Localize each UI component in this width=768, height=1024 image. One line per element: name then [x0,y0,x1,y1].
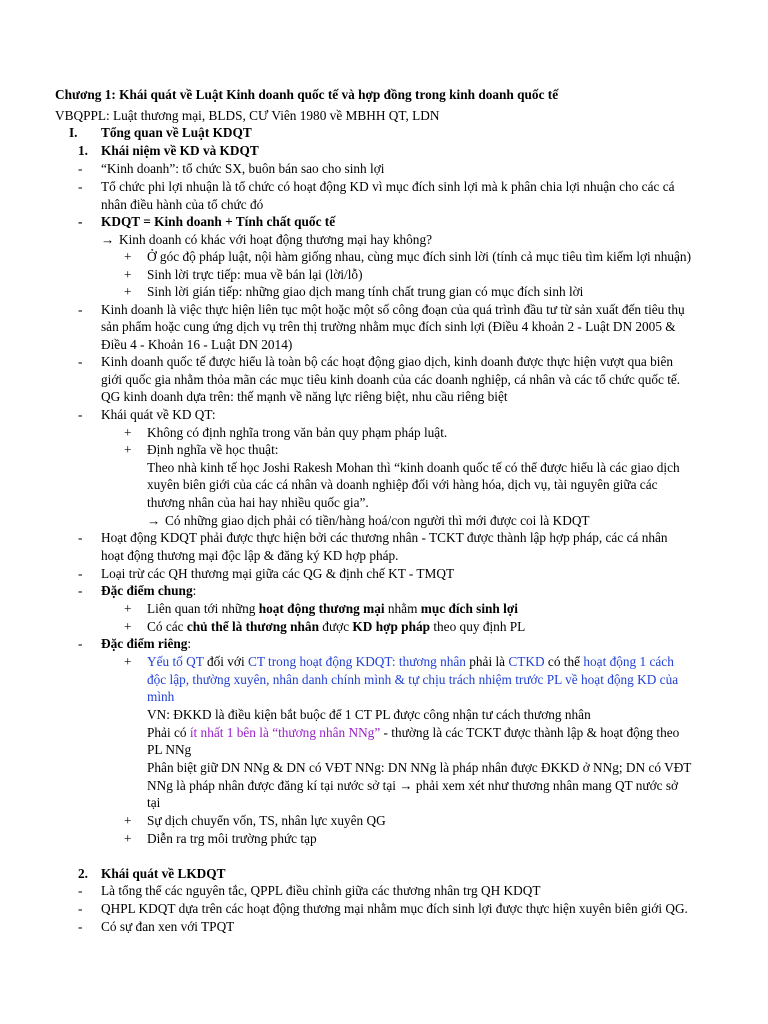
list-item-text: Yếu tố QT đối với CT trong hoạt động KDQT: thương nhân phải là CTKD có thể hoạt động 1 cách [147,654,674,669]
list-item-text: Là tổng thể các nguyên tắc, QPPL điều chỉnh giữa các thương nhân trg QH KDQT [101,883,541,898]
list-item-text: Có các chủ thể là thương nhân được KD hợp pháp theo quy định PL [147,619,526,634]
dash-marker: - [78,214,83,229]
list-item-text: Tổ chức phi lợi nhuận là tổ chức có hoạt động KD vì mục đích sinh lợi mà k phân chia lợi nhuận cho các cá [101,179,675,194]
dash-marker: - [78,407,83,422]
list-item-text: QG kinh doanh dựa trên: thế mạnh về năng lực riêng biệt, nhu cầu riêng biệt [101,389,508,404]
quote-text: xuyên biên giới của các cá nhân và doanh nghiệp đối với hàng hóa, dịch vụ, tài nguyên giữa các [147,477,658,492]
plus-marker: + [124,601,132,616]
dash-marker: - [78,566,83,581]
list-item-text: Kinh doanh quốc tế được hiểu là toàn bộ các hoạt động giao dịch, kinh doanh được thực hiện vượt qua biên [101,354,674,369]
list-item-text: Có sự đan xen với TPQT [101,919,235,934]
arrow-icon: → [101,232,115,247]
dash-marker: - [78,583,83,598]
plus-marker: + [124,442,132,457]
list-item-text: Đặc điểm riêng: [101,636,192,651]
list-item-text: giới quốc gia nhằm thỏa mãn các mục tiêu kinh doanh của các doanh nghiệp, cá nhân và các tổ chức quốc tế. [101,372,681,387]
list-item-text: VN: ĐKKD là điều kiện bắt buộc để 1 CT PL được công nhận tư cách thương nhân [147,707,591,722]
subsection-marker: 1. [78,143,88,158]
dash-marker: - [78,302,83,317]
list-item-text: Không có định nghĩa trong văn bản quy phạm pháp luật. [147,425,448,440]
list-item-text: KDQT = Kinh doanh + Tính chất quốc tế [101,214,336,229]
list-item-text: Đặc điểm chung: [101,583,197,598]
section-marker: I. [69,125,78,140]
plus-marker: + [124,619,132,634]
subsection-title: Khái niệm về KD và KDQT [101,143,259,158]
list-item-text: Kinh doanh là việc thực hiện liên tục một hoặc một số công đoạn của quá trình đầu tư từ sản xuất đến tiêu thụ [101,302,685,317]
list-item-text: hoạt động thương mại độc lập & đăng ký KD hợp pháp. [101,548,399,563]
list-item-text: Liên quan tới những hoạt động thương mại nhằm mục đích sinh lợi [147,601,518,616]
section-title: Tổng quan về Luật KDQT [101,125,252,140]
dash-marker: - [78,179,83,194]
dash-marker: - [78,354,83,369]
dash-marker: - [78,530,83,545]
subsection-marker: 2. [78,866,88,881]
list-item-text: Điều 4 - Khoản 16 - Luật DN 2014) [101,337,293,352]
list-item-text: Sinh lời gián tiếp: những giao dịch mang tính chất trung gian có mục đích sinh lời [147,284,584,299]
list-item-text: Sinh lời trực tiếp: mua về bán lại (lời/lỗ) [147,267,363,282]
plus-marker: + [124,284,132,299]
list-item-text: Sự dịch chuyển vốn, TS, nhân lực xuyên QG [147,813,386,828]
plus-marker: + [124,249,132,264]
chapter-title: Chương 1: Khái quát về Luật Kinh doanh quốc tế và hợp đồng trong kinh doanh quốc tế [55,87,559,102]
list-item-text: Phân biệt giữ DN NNg & DN có VĐT NNg: DN NNg là pháp nhân được ĐKKD ở NNg; DN có VĐT [147,760,692,775]
list-item-text: Hoạt động KDQT phải được thực hiện bởi các thương nhân - TCKT được thành lập hợp pháp, các cá nhân [101,530,668,545]
plus-marker: + [124,425,132,440]
list-item-text: QHPL KDQT dựa trên các hoạt động thương mại nhằm mục đích sinh lợi được thực hiện xuyên biên giới QG. [101,901,688,916]
plus-marker: + [124,267,132,282]
list-item-text: PL NNg [147,742,192,757]
list-item-text: nhân điều hành của tổ chức đó [101,197,264,212]
list-item-text: độc lập, thường xuyên, nhân danh chính mình & tự chịu trách nhiệm trước PL về hoạt động KD của [147,672,679,687]
list-item-text: Định nghĩa về học thuật: [147,442,279,457]
dash-marker: - [78,919,83,934]
dash-marker: - [78,901,83,916]
quote-text: thương nhân của hai hay nhiều quốc gia”. [147,495,369,510]
list-item-text: Phải có ít nhất 1 bên là “thương nhân NNg” - thường là các TCKT được thành lập & hoạt động theo [147,725,680,740]
dash-marker: - [78,161,83,176]
arrow-icon: → [147,513,161,528]
list-item-text: Có những giao dịch phải có tiền/hàng hoá/con người thì mới được coi là KDQT [165,513,590,528]
list-item-text: Khái quát về KD QT: [101,407,216,422]
list-item-text: Kinh doanh có khác với hoạt động thương mại hay không? [119,232,433,247]
list-item-text: Ở góc độ pháp luật, nội hàm giống nhau, cùng mục đích sinh lời (tính cả mục tiêu tìm kiếm lợi nhuận) [147,249,691,264]
dash-marker: - [78,636,83,651]
list-item-text: “Kinh doanh”: tổ chức SX, buôn bán sao cho sinh lợi [101,161,385,176]
quote-text: Theo nhà kinh tế học Joshi Rakesh Mohan thì “kinh doanh quốc tế có thể được hiểu là các giao dịch [147,460,680,475]
plus-marker: + [124,831,132,846]
list-item-text: mình [147,689,175,704]
list-item-text: sản phẩm hoặc cung ứng dịch vụ trên thị trường nhằm mục đích sinh lợi (Điều 4 khoản 2 - Luật DN 2005 & [101,319,676,334]
plus-marker: + [124,654,132,669]
list-item-text: NNg là pháp nhân được đăng kí tại nước sở tại → phải xem xét như thương nhân mang QT nước sở [147,778,679,793]
list-item-text: Diễn ra trg môi trường phức tạp [147,831,317,846]
subtitle: VBQPPL: Luật thương mại, BLDS, CƯ Viên 1980 về MBHH QT, LDN [55,108,440,123]
dash-marker: - [78,883,83,898]
list-item-text: Loại trừ các QH thương mại giữa các QG & định chế KT - TMQT [101,566,455,581]
subsection-title: Khái quát về LKDQT [101,866,226,881]
plus-marker: + [124,813,132,828]
list-item-text: tại [147,795,161,810]
